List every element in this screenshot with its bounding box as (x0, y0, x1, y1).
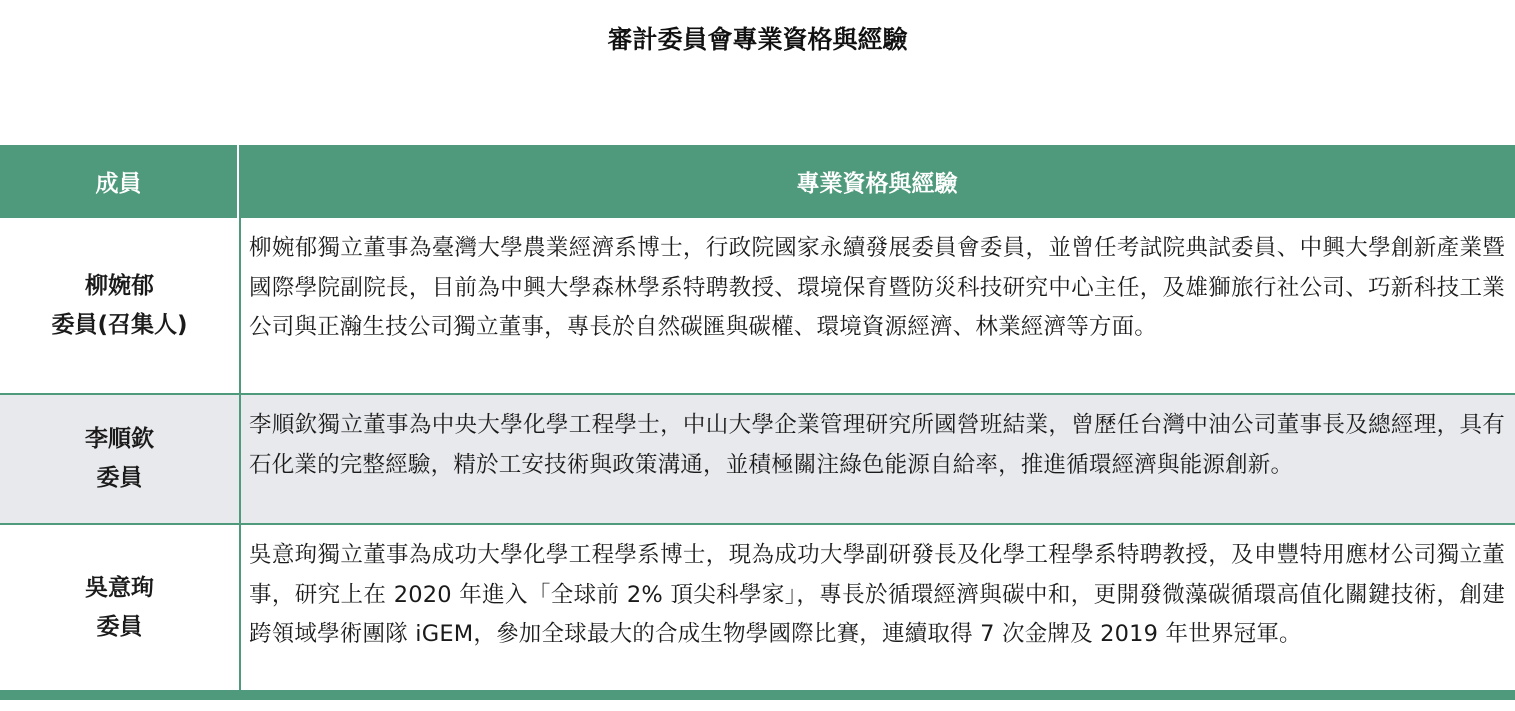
audit-committee-table (0, 145, 1515, 700)
member-name: 李順欽 (85, 426, 154, 452)
page-title: 審計委員會專業資格與經驗 (607, 25, 908, 54)
table-header-row (0, 145, 1515, 218)
member-description: 李順欽獨立董事為中央大學化學工程學士，中山大學企業管理研究所國營班結業，曾歷任台灣中油公司董事長及總經理，具有石化業的完整經驗，精於工安技術與政策溝通，並積極關注綠色能源自給率，推進循環經濟與能源創新。 (249, 412, 1505, 478)
member-description: 柳婉郁獨立董事為臺灣大學農業經濟系博士，行政院國家永續發展委員會委員，並曾任考試院典試委員、中興大學創新產業暨國際學院副院長，目前為中興大學森林學系特聘教授、環境保育暨防災科技研究中心主任，及雄獅旅行社公司、巧新科技工業公司與正瀚生技公司獨立董事，專長於自然碳匯與碳權、環境資源經濟、林業經濟等方面。 (249, 235, 1505, 340)
member-name: 吳意珣 (85, 574, 154, 601)
table-row (0, 525, 1515, 692)
member-description: 吳意珣獨立董事為成功大學化學工程學系博士，現為成功大學副研發長及化學工程學系特聘教授，及申豐特用應材公司獨立董事，研究上在 2020 年進入「全球前 2% 頂尖科學家」，專長於循環經濟與碳中和，更開發微藻碳循環高值化關鍵技術，創建跨領域學術團隊 iGEM，參加全球最大的合成生物學國際比賽，連續取得 7 次金牌及 2019 年世界冠軍。 (249, 542, 1505, 647)
table-bottom-bar (0, 690, 1515, 700)
member-cell (0, 218, 241, 393)
table-row (0, 218, 1515, 395)
member-name: 柳婉郁 (85, 272, 154, 299)
member-cell (0, 525, 241, 690)
header-member: 成員 (0, 145, 239, 218)
table-row (0, 395, 1515, 525)
member-role: 委員(召集人) (51, 311, 188, 338)
member-role: 委員 (96, 613, 143, 640)
member-cell (0, 395, 241, 523)
header-qualification: 專業資格與經驗 (796, 171, 958, 197)
member-role: 委員 (96, 465, 143, 491)
